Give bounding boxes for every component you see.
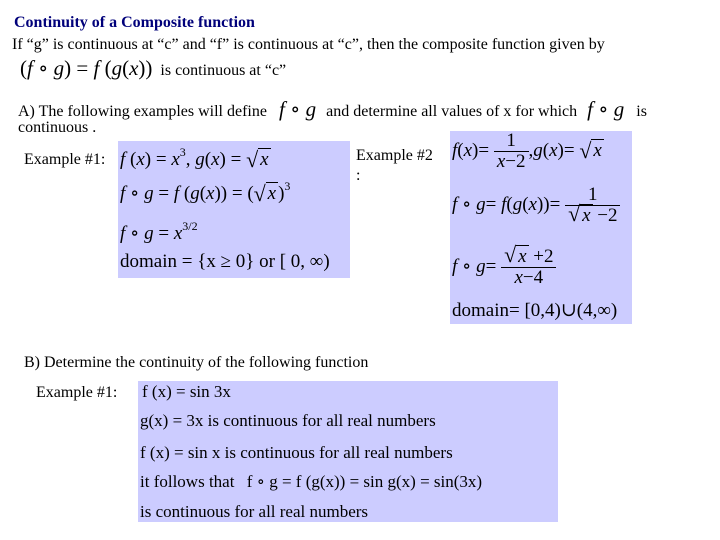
b-line2 [140,411,436,431]
b-line4-math: f ∘ g = f (g(x)) = sin g(x) = sin(3x) [246,472,483,491]
b-line4 [140,472,482,492]
section-b-box [138,381,558,522]
domain-or: or [259,251,275,272]
b-line2-math: g(x) = 3x [140,411,204,430]
b-line4-text: it follows that [140,472,235,491]
example2-simplified: f ∘ g= √ $\frac{x +2}{x-4}$ [452,247,556,288]
b-line5: is continuous for all real numbers [140,502,369,521]
domain-word: domain [120,251,177,272]
intro-text: If “g” is continuous at “c” and “f” is continuous at “c”, then the composite function given by [12,36,605,53]
intro-formula-row [20,56,286,81]
fog-symbol-2: f ∘ g [587,97,625,121]
example2-functions: f(x)= $\frac{1}{x-2}$ ,g(x)= √ x [452,131,604,172]
example1-domain [120,251,330,273]
section-a-after: is [636,103,647,120]
example1-simplified: f ∘ $g = x^{3/2}$ [120,219,198,244]
example1-composition: f ∘ g = f (g(x)) = (√ x )$^3$ [120,179,290,205]
example2-comp-fraction: 1 √ x −2 [565,185,620,226]
example2-composition: f ∘ g= f(g(x))= 1 √ x −2 [452,185,620,226]
example1-box [118,141,350,278]
section-a-mid: and determine all values of x for which [326,103,578,120]
b-line3-math: f (x) = sin x [140,443,221,462]
example2-label: Example #2 [356,147,433,164]
b-line1: f (x) = sin 3x [142,382,231,401]
section-a-before: A) The following examples will define [18,103,267,120]
b-line3-text: is continuous for all real numbers [224,443,453,462]
b-line3 [140,443,453,463]
example1-functions: f $(x) = x^3$, g(x) = √ x [120,145,271,171]
example2-simp-fraction: √ $\frac{x +2}{x-4}$ [501,247,556,288]
page-title: Continuity of a Composite function [14,14,255,31]
section-a-continuous: continuous . [18,119,97,136]
section-a-text [18,97,647,122]
example2-f-fraction: $\frac{1}{x-2}$ [494,131,529,172]
domain-interval: [ 0, ∞) [279,251,330,272]
domain-set: {x ≥ 0} [197,251,255,272]
b-line2-text: is continuous for all real numbers [207,411,436,430]
example2-box [450,131,632,324]
domain-eq: = [181,251,193,272]
example2-domain: domain= [0,4)∪(4,∞) [452,300,618,321]
fog-symbol-1: f ∘ g [278,97,317,121]
intro-formula-text: is continuous at “c” [160,62,287,79]
section-b-label: Example #1: [36,384,118,401]
example2-colon: : [356,167,361,184]
composite-formula: (f ∘ g) = f (g(x)) [20,56,153,80]
example1-label: Example #1: [24,151,106,168]
section-b-heading: B) Determine the continuity of the following function [24,354,369,371]
